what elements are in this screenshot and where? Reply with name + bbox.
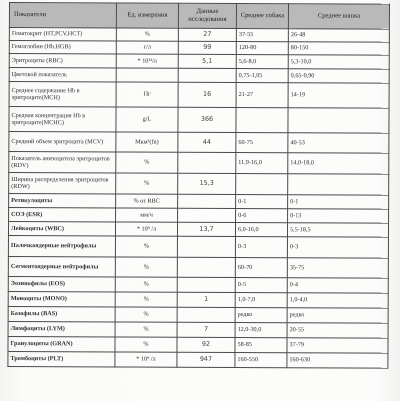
- cell-indicator: Средняя концентрация Hb в эритроците(MCHC): [9, 107, 116, 132]
- cell-indicator: СОЭ (ESR): [9, 208, 116, 222]
- header-cat: Среднее кошка: [288, 4, 389, 29]
- cell-dog-norm: 5,6-8,0: [236, 54, 288, 68]
- header-row: [9, 3, 389, 30]
- cell-result: 947: [177, 352, 235, 367]
- cell-cat-norm: 80-150: [288, 42, 389, 55]
- cell-result: 92: [177, 337, 235, 352]
- cell-indicator: Ретикулоциты: [9, 194, 116, 208]
- cell-result: [178, 152, 236, 173]
- cell-indicator: Среднее содержание Hb в эритроците(MCH): [9, 82, 116, 107]
- cell-cat-norm: 160-630: [287, 353, 388, 368]
- cell-cat-norm: 26-48: [288, 29, 389, 42]
- cell-cat-norm: [288, 108, 389, 133]
- cell-result: 1: [177, 292, 235, 307]
- cell-dog-norm: [236, 107, 288, 132]
- table-row: [9, 152, 389, 175]
- blood-test-table: [7, 2, 390, 369]
- cell-unit: % от RBC: [116, 194, 178, 208]
- cell-dog-norm: 6,0-16,0: [235, 222, 287, 236]
- header-unit: Ед. измерения: [116, 3, 178, 28]
- cell-cat-norm: 35-75: [287, 258, 388, 278]
- cell-indicator: Цветовой показатель: [9, 68, 116, 82]
- cell-cat-norm: 1,0-4,0: [287, 293, 388, 308]
- cell-dog-norm: 160-550: [235, 352, 287, 367]
- table-row: [9, 82, 389, 109]
- cell-cat-norm: 14-19: [288, 83, 389, 108]
- cell-dog-norm: 0-3: [235, 236, 287, 257]
- cell-result: 5,1: [178, 54, 236, 68]
- cell-cat-norm: 20-55: [287, 323, 388, 338]
- cell-dog-norm: 0-1: [236, 194, 288, 208]
- cell-dog-norm: 60-70: [235, 257, 287, 277]
- cell-dog-norm: 120-80: [236, 41, 288, 54]
- cell-cat-norm: редко: [287, 308, 388, 323]
- cell-indicator: Тромбоциты (PLT): [8, 351, 115, 366]
- cell-result: [177, 277, 235, 292]
- cell-result: 15,3: [178, 173, 236, 194]
- cell-cat-norm: 14,0-18,0: [288, 153, 389, 174]
- table-row: [9, 173, 389, 196]
- cell-indicator: Моноциты (MONO): [8, 291, 115, 306]
- cell-cat-norm: 0-13: [288, 209, 389, 223]
- cell-dog-norm: 12,0-30,0: [235, 322, 287, 337]
- cell-indicator: Палочкоядерные нейтрофилы: [8, 235, 115, 256]
- cell-cat-norm: 40-53: [288, 133, 389, 153]
- table-row: [9, 107, 389, 134]
- cell-result: [178, 194, 236, 208]
- cell-unit: %: [115, 337, 177, 352]
- table-row: [8, 336, 388, 353]
- cell-unit: %: [116, 152, 178, 173]
- cell-dog-norm: 0-6: [236, 208, 288, 222]
- table-row: [8, 351, 388, 368]
- cell-result: [177, 257, 235, 277]
- cell-cat-norm: 0-4: [287, 278, 388, 293]
- cell-unit: %: [115, 307, 177, 322]
- cell-unit: Мкм³(fn): [116, 132, 178, 152]
- cell-unit: %: [115, 277, 177, 292]
- table-row: [8, 256, 388, 278]
- header-dog: Среднее собака: [236, 3, 288, 28]
- cell-dog-norm: 0-5: [235, 277, 287, 292]
- cell-cat-norm: 0,65-0,90: [288, 69, 389, 83]
- cell-unit: %: [115, 322, 177, 337]
- cell-result: 27: [178, 28, 236, 41]
- cell-unit: %: [115, 236, 177, 257]
- cell-dog-norm: редко: [235, 307, 287, 322]
- cell-unit: * 10⁹ /л: [115, 352, 177, 367]
- cell-indicator: Лейкоциты (WBC): [8, 222, 115, 236]
- cell-unit: * 10⁹ /л: [115, 222, 177, 236]
- cell-cat-norm: 37-79: [287, 338, 388, 353]
- cell-result: [177, 307, 235, 322]
- cell-result: [177, 236, 235, 257]
- cell-result: 16: [178, 82, 236, 107]
- cell-dog-norm: 0,75-1,05: [236, 68, 288, 82]
- header-indicator: Показатели: [9, 3, 116, 28]
- cell-unit: [116, 68, 178, 82]
- cell-indicator: Эозинофилы (EOS): [8, 276, 115, 291]
- cell-result: [178, 68, 236, 82]
- table-row: [8, 235, 388, 258]
- cell-dog-norm: [236, 173, 288, 194]
- cell-result: [178, 208, 236, 222]
- cell-dog-norm: 37-55: [236, 28, 288, 41]
- lab-report-sheet: [7, 2, 400, 369]
- cell-unit: мм/ч: [116, 208, 178, 222]
- header-result: Данные исследования: [178, 3, 236, 28]
- cell-result: 99: [178, 41, 236, 54]
- cell-cat-norm: [288, 174, 389, 195]
- cell-indicator: Гематокрит (HT,PCV,HCT): [9, 28, 116, 41]
- cell-unit: g/L: [116, 107, 178, 132]
- cell-cat-norm: 0-3: [287, 237, 388, 258]
- cell-cat-norm: 5,3-10,0: [288, 55, 389, 69]
- cell-cat-norm: 5,5-18,5: [287, 223, 388, 237]
- cell-unit: %: [115, 257, 177, 277]
- table-row: [8, 291, 388, 308]
- cell-unit: Пг: [116, 82, 178, 107]
- cell-unit: г/л: [116, 41, 178, 54]
- cell-unit: * 10¹²/л: [116, 54, 178, 68]
- cell-result: 13,7: [177, 222, 235, 236]
- cell-dog-norm: 60-75: [236, 132, 288, 152]
- table-row: [9, 132, 389, 154]
- cell-unit: %: [116, 28, 178, 41]
- cell-indicator: Средний объем эритроцита (MCV): [9, 132, 116, 152]
- table-row: [8, 321, 388, 338]
- cell-dog-norm: 1,0-7,0: [235, 292, 287, 307]
- cell-indicator: Сегментоядерные нейтрофилы: [8, 256, 115, 276]
- cell-unit: %: [116, 173, 178, 194]
- table-row: [8, 276, 388, 293]
- cell-unit: %: [115, 292, 177, 307]
- cell-indicator: Гемоглобин (Hb,HGB): [9, 41, 116, 54]
- cell-indicator: Ширина распределения эритроцитов (RDW): [9, 173, 116, 194]
- cell-cat-norm: 0-1: [288, 195, 389, 209]
- cell-dog-norm: 11,9-16,0: [236, 152, 288, 173]
- cell-result: 7: [177, 322, 235, 337]
- cell-result: 44: [178, 132, 236, 152]
- cell-indicator: Показатель анизоцитоза эритроцитов (RDV): [9, 152, 116, 173]
- cell-indicator: Лимфоциты (LYM): [8, 321, 115, 336]
- cell-dog-norm: 58-85: [235, 337, 287, 352]
- cell-indicator: Гранулоциты (GRAN): [8, 336, 115, 351]
- cell-dog-norm: 21-27: [236, 82, 288, 107]
- cell-indicator: Базофилы (BAS): [8, 306, 115, 321]
- cell-indicator: Эритроциты (RBC): [9, 54, 116, 68]
- table-row: [8, 306, 388, 323]
- cell-result: 366: [178, 107, 236, 132]
